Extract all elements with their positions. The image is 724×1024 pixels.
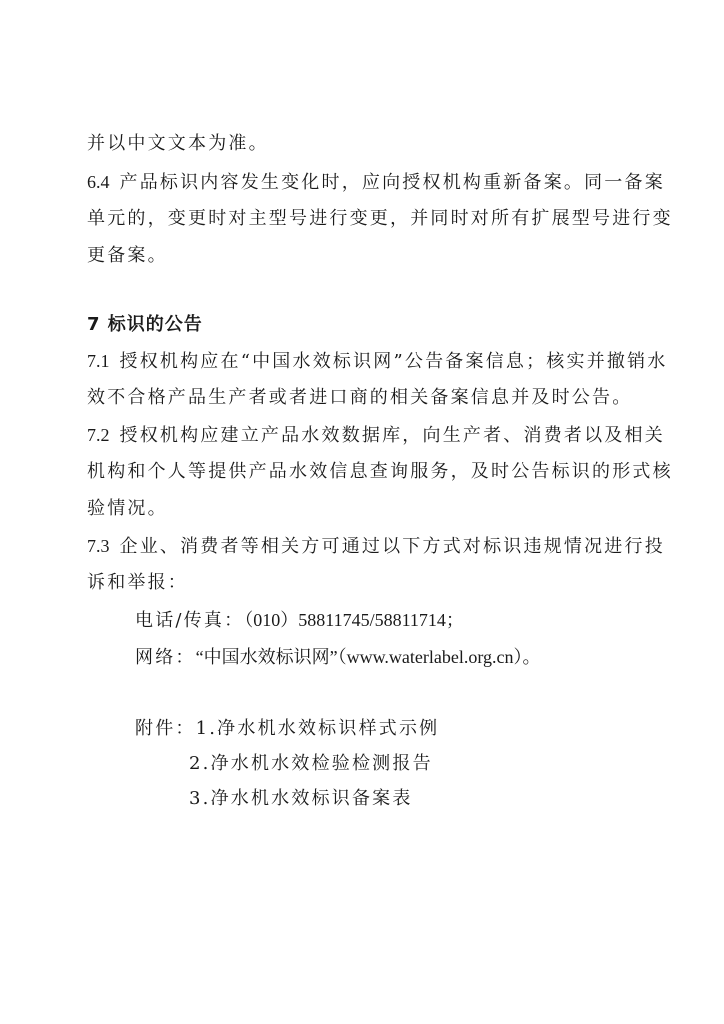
clause-7-1-text: 授权机构应在“中国水效标识网”公告备案信息；核实并撤销水 bbox=[119, 351, 668, 372]
clause-7-1-line-2: 效不合格产品生产者或者进口商的相关备案信息并及时公告。 bbox=[87, 387, 633, 408]
clause-7-3-line-2: 诉和举报： bbox=[87, 572, 188, 593]
clause-6-4-number: 6.4 bbox=[87, 172, 110, 192]
clause-7-3-text: 企业、消费者等相关方可通过以下方式对标识违规情况进行投 bbox=[119, 536, 665, 557]
clause-6-4-line-1 bbox=[87, 170, 665, 195]
attachment-item-1: 1.净水机水效标识样式示例 bbox=[195, 718, 440, 739]
clause-6-4-line-2: 单元的，变更时对主型号进行变更，并同时对所有扩展型号进行变 bbox=[87, 208, 673, 229]
attachments-line-1 bbox=[135, 717, 439, 741]
clause-7-3-number: 7.3 bbox=[87, 536, 110, 556]
phone-label: 电话/传真： bbox=[135, 610, 245, 631]
attachments-label: 附件： bbox=[135, 718, 196, 739]
attachment-item-3: 3.净水机水效标识备案表 bbox=[189, 788, 413, 809]
clause-7-3-line-1 bbox=[87, 534, 665, 559]
clause-7-2-line-2: 机构和个人等提供产品水效信息查询服务，及时公告标识的形式核 bbox=[87, 461, 673, 482]
clause-7-1-line-1 bbox=[87, 349, 668, 374]
web-value: “中国水效标识网”（www.waterlabel.org.cn）。 bbox=[195, 647, 541, 667]
attachment-item-2: 2.净水机水效检验检测报告 bbox=[189, 753, 433, 774]
clause-7-2-line-1 bbox=[87, 423, 665, 448]
clause-7-2-text: 授权机构应建立产品水效数据库，向生产者、消费者以及相关 bbox=[119, 425, 665, 446]
clause-6-4-text: 产品标识内容发生变化时，应向授权机构重新备案。同一备案 bbox=[119, 172, 665, 193]
clause-6-4-line-3: 更备案。 bbox=[87, 245, 168, 266]
clause-7-1-number: 7.1 bbox=[87, 351, 110, 371]
clause-7-2-line-3: 验情况。 bbox=[87, 498, 168, 519]
section-7-heading: 7 标识的公告 bbox=[87, 314, 203, 335]
phone-value: （010）58811745/58811714； bbox=[244, 610, 464, 630]
continuation-text: 并以中文文本为准。 bbox=[87, 133, 269, 154]
contact-web-line bbox=[135, 645, 541, 670]
contact-phone-line bbox=[135, 608, 464, 633]
web-label: 网络： bbox=[135, 647, 196, 668]
clause-7-2-number: 7.2 bbox=[87, 425, 110, 445]
